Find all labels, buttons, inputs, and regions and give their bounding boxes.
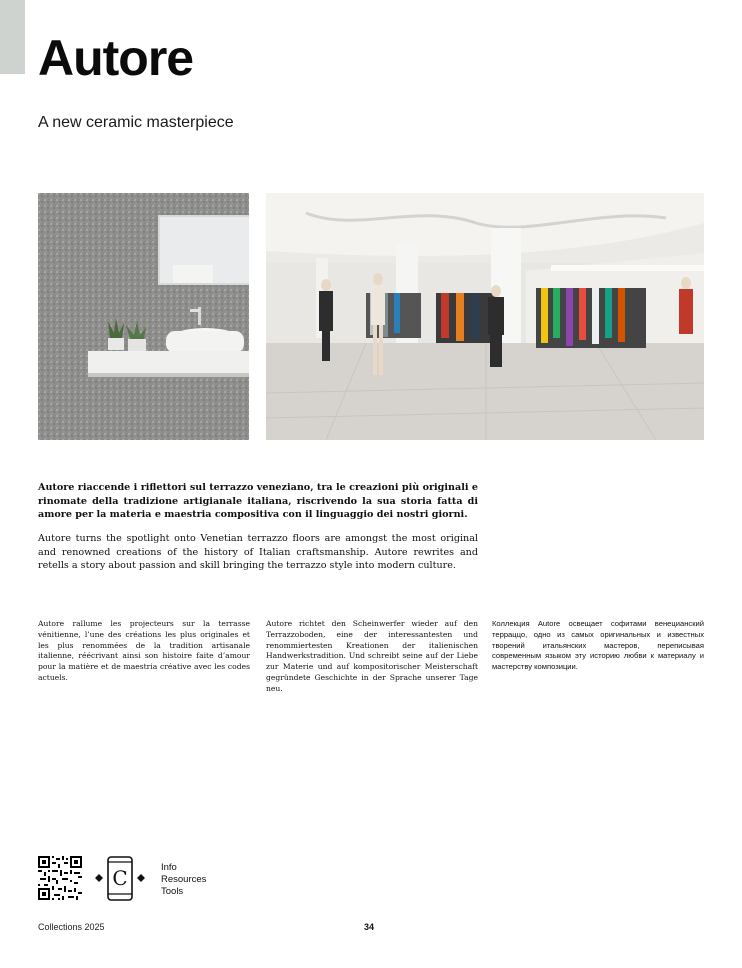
page-subtitle: A new ceramic masterpiece — [38, 114, 234, 131]
link-resources[interactable]: Resources — [161, 874, 207, 885]
text-french: Autore rallume les projecteurs sur la terrasse vénitienne, l’une des créations les plus originales et les plus renommées de la tradition artisanale italienne, réécrivant ainsi son histoire faite d’amour pour la matière et de maestria créative avec les codes actuels. — [38, 619, 250, 682]
intro-italian: Autore riaccende i riflettori sul terrazzo veneziano, tra le creazioni più originali e rinomate della tradizione artigianale italiana, riscrivendo la sua storia fatta di amore per la materia e maestria compositiva con il linguaggio dei nostri giorni. — [38, 482, 478, 521]
link-info[interactable]: Info — [161, 862, 177, 873]
corner-tab — [0, 0, 25, 74]
text-german: Autore richtet den Scheinwerfer wieder auf den Terrazzoboden, eine der interessantesten und renommiertesten Kreationen der italienischen Handwerkstradition. Und schreibt seine auf der Liebe zur Materie und auf kompositorischer Meisterschaft gegründete Geschichte in der Sprache unserer Tage neu. — [266, 619, 478, 693]
page-number: 34 — [364, 922, 375, 932]
page-title: Autore — [38, 30, 194, 86]
text-russian: Коллекция Autore освещает софитами венецианский терраццо, одно из самых оригинальных и известных творений итальянских мастеров, переписывая современным языком эту историю любви к материалу и мастерству композиции. — [492, 619, 704, 672]
resource-links — [161, 862, 206, 898]
app-phone-icon[interactable] — [95, 856, 155, 902]
app-letter: C — [112, 866, 128, 890]
intro-english: Autore turns the spotlight onto Venetian terrazzo floors are amongst the most original and renowned creations of the history of Italian craftsmanship. Autore rewrites and retells a story about passion and skill bringing the terrazzo style into modern culture. — [38, 533, 478, 572]
store-photo — [266, 193, 704, 440]
link-tools[interactable]: Tools — [161, 886, 184, 897]
qr-code[interactable] — [38, 856, 82, 900]
footer-collection: Collections 2025 — [38, 922, 105, 932]
bathroom-photo — [38, 193, 249, 440]
